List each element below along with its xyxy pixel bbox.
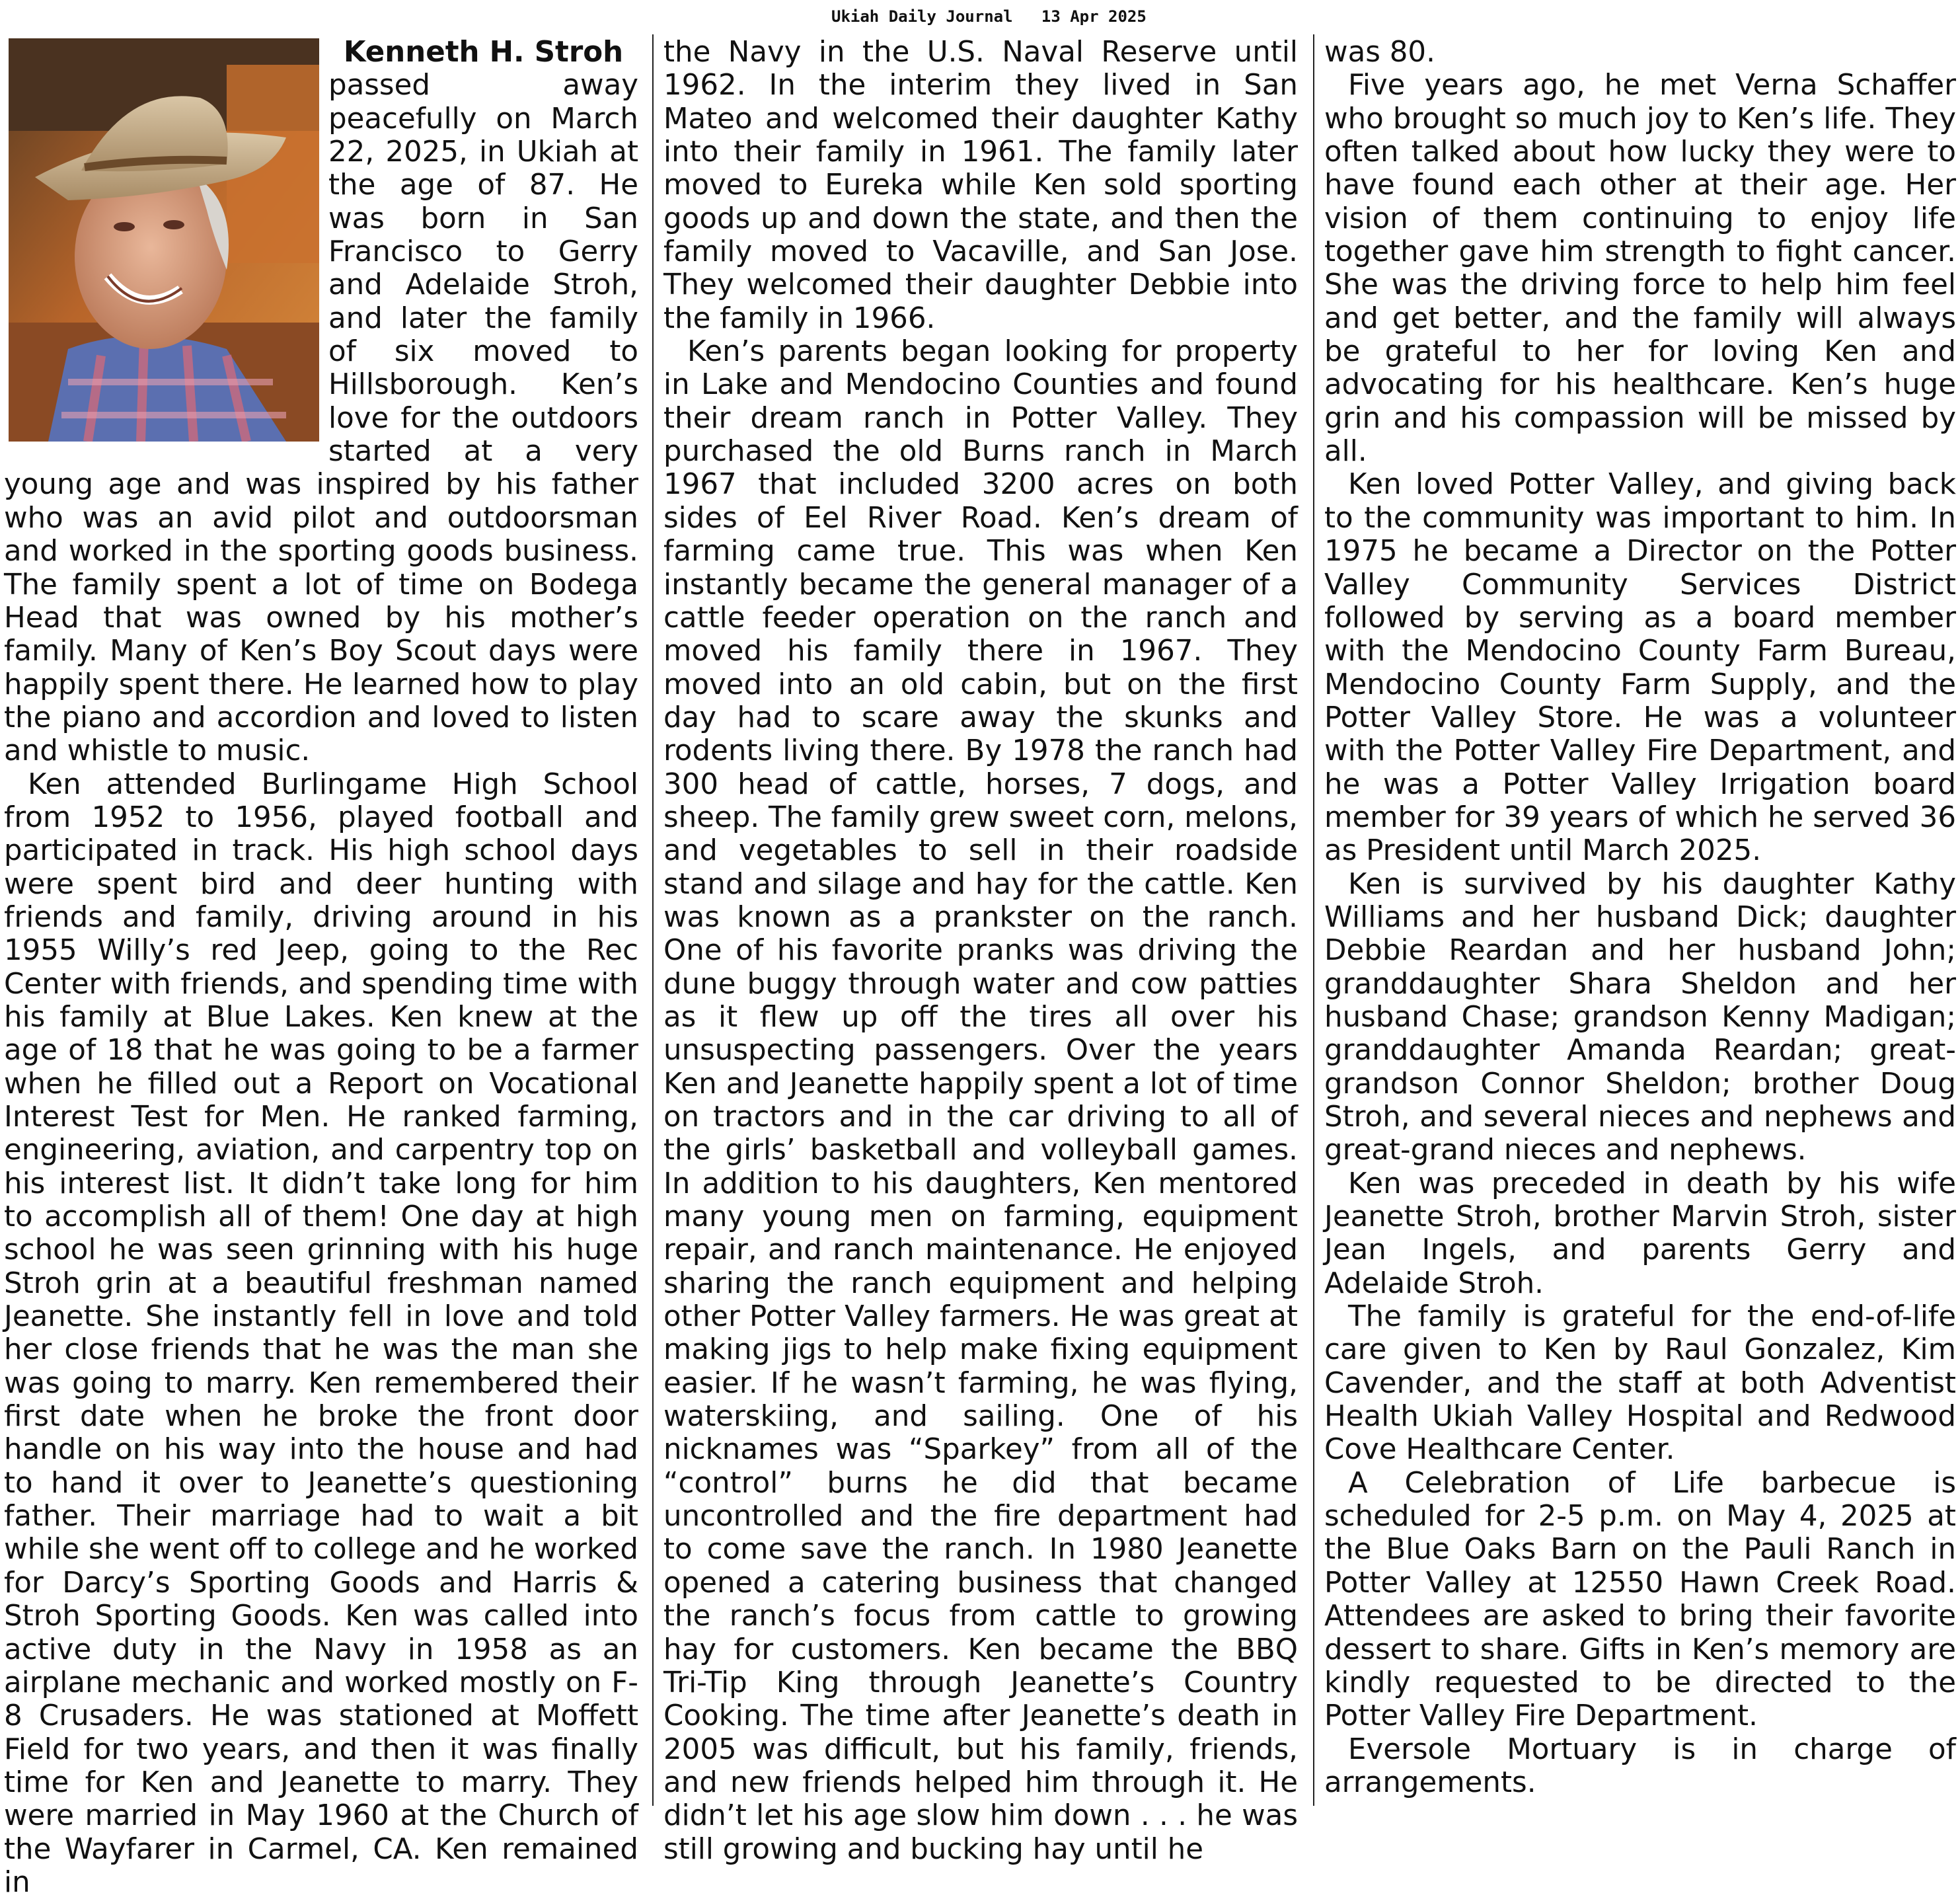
column-2 xyxy=(663,36,1298,1866)
column-1 xyxy=(4,36,638,1899)
obituary-paragraph: Five years ago, he met Verna Schaffer who brought so much joy to Ken’s life. They often talked about how lucky they were to have found each other at their age. Her vision of them continuing to enjoy life together gave him strength to fight cancer. She was the driving force to help him feel and get better, and the family will always be grateful to her for loving Ken and advocating for his healthcare. Ken’s huge grin and his compassion will be missed by all. xyxy=(1324,69,1956,469)
obituary-paragraph: The family is grateful for the end-of-life care given to Ken by Raul Gonzalez, Kim Cavender, and the staff at both Adventist Health Ukiah Valley Hospital and Redwood Cove Healthcare Center. xyxy=(1324,1300,1956,1467)
obituary-paragraph: Ken was preceded in death by his wife Jeanette Stroh, brother Marvin Stroh, sister Jean Ingels, and parents Gerry and Adelaide Stroh. xyxy=(1324,1167,1956,1300)
obituary-paragraph: Ken loved Potter Valley, and giving back to the community was important to him. In 1975 he became a Director on the Potter Valley Community Services District followed by serving as a board member with the Mendocino County Farm Bureau, Mendocino County Farm Supply, and the Potter Valley Store. He was a volunteer with the Potter Valley Fire Department, and he was a Potter Valley Irrigation board member for 39 years of which he served 36 as President until March 2025. xyxy=(1324,468,1956,868)
obituary-name: Kenneth H. Stroh xyxy=(343,36,624,69)
obituary-photo xyxy=(9,38,319,442)
obituary-paragraph: was 80. xyxy=(1324,36,1435,69)
obituary-paragraph: the Navy in the U.S. Naval Reserve until 1962. In the interim they lived in San Mateo and welcomed their daughter Kathy into their family in 1961. The family later moved to Eureka while Ken sold sporting goods up and down the state, and then the family moved to Vacaville, and San Jose. They welcomed their daughter Debbie into the family in 1966. xyxy=(663,36,1298,335)
obituary-paragraph: passed away peacefully on March 22, 2025, in Ukiah at the age of 87. He was born in San Francisco to Gerry and Adelaide Stroh, and later the family of six moved to Hillsborough. Ken’s love for the outdoors started at a very young age and was inspired by his father who was an avid pilot and outdoorsman and worked in the sporting goods business. The family spent a lot of time on Bodega Head that was owned by his mother’s family. Many of Ken’s Boy Scout days were happily spent there. He learned how to play the piano and accordion and loved to listen and whistle to music. xyxy=(4,69,638,768)
obituary-paragraph: Eversole Mortuary is in charge of arrangements. xyxy=(1324,1732,1956,1799)
obituary-paragraph: Ken is survived by his daughter Kathy Williams and her husband Dick; daughter Debbie Reardan and her husband John; granddaughter Shara Sheldon and her husband Chase; grandson Kenny Madigan; granddaughter Amanda Reardan; great-grandson Connor Sheldon; brother Doug Stroh, and several nieces and nephews and great-grand nieces and nephews. xyxy=(1324,867,1956,1167)
column-divider xyxy=(1313,34,1314,1806)
masthead: Ukiah Daily Journal 13 Apr 2025 xyxy=(831,7,1147,26)
obituary-paragraph: A Celebration of Life barbecue is scheduled for 2-5 p.m. on May 4, 2025 at the Blue Oaks Barn on the Pauli Ranch in Potter Valley at 12550 Hawn Creek Road. Attendees are asked to bring their favorite dessert to share. Gifts in Ken’s memory are kindly requested to be directed to the Potter Valley Fire Department. xyxy=(1324,1466,1956,1733)
obituary-paragraph: Ken attended Burlingame High School from 1952 to 1956, played football and participated in track. His high school days were spent bird and deer hunting with friends and family, driving around in his 1955 Willy’s red Jeep, going to the Rec Center with friends, and spending time with his family at Blue Lakes. Ken knew at the age of 18 that he was going to be a farmer when he filled out a Report on Vocational Interest Test for Men. He ranked farming, engineering, aviation, and carpentry top on his interest list. It didn’t take long for him to accomplish all of them! One day at high school he was seen grinning with his huge Stroh grin at a beautiful freshman named Jeanette. She instantly fell in love and told her close friends that he was the man she was going to marry. Ken remembered their first date when he broke the front door handle on his way into the house and had to hand it over to Jeanette’s questioning father. Their marriage had to wait a bit while she went off to college and he worked for Darcy’s Sporting Goods and Harris & Stroh Sporting Goods. Ken was called into active duty in the Navy in 1958 as an airplane mechanic and worked mostly on F-8 Crusaders. He was stationed at Moffett Field for two years, and then it was finally time for Ken and Jeanette to marry. They were married in May 1960 at the Church of the Wayfarer in Carmel, CA. Ken remained in xyxy=(4,767,638,1899)
column-divider xyxy=(652,34,654,1806)
obituary-paragraph: Ken’s parents began looking for property in Lake and Mendocino Counties and found their dream ranch in Potter Valley. They purchased the old Burns ranch in March 1967 that included 3200 acres on both sides of Eel River Road. Ken’s dream of farming came true. This was when Ken instantly became the general manager of a cattle feeder operation on the ranch and moved his family there in 1967. They moved into an old cabin, but on the first day had to scare away the skunks and rodents living there. By 1978 the ranch had 300 head of cattle, horses, 7 dogs, and sheep. The family grew sweet corn, melons, and vegetables to sell in their roadside stand and silage and hay for the cattle. Ken was known as a prankster on the ranch. One of his favorite pranks was driving the dune buggy through water and cow patties as it flew up off the tires all over his unsuspecting passengers. Over the years Ken and Jeanette happily spent a lot of time on tractors and in the car driving to all of the girls’ basketball and volleyball games. In addition to his daughters, Ken mentored many young men on farming, equipment repair, and ranch maintenance. He enjoyed sharing the ranch equipment and helping other Potter Valley farmers. He was great at making jigs to help make fixing equipment easier. If he wasn’t farming, he was flying, waterskiing, and sailing. One of his nicknames was “Sparkey” from all of the “control” burns he did that became uncontrolled and the fire department had to come save the ranch. In 1980 Jeanette opened a catering business that changed the ranch’s focus from cattle to growing hay for customers. Ken became the BBQ Tri-Tip King through Jeanette’s Country Cooking. The time after Jeanette’s death in 2005 was difficult, but his family, friends, and new friends helped him through it. He didn’t let his age slow him down . . . he was still growing and bucking hay until he xyxy=(663,335,1298,1866)
portrait-photo-icon xyxy=(9,38,319,442)
column-3 xyxy=(1324,36,1956,1799)
